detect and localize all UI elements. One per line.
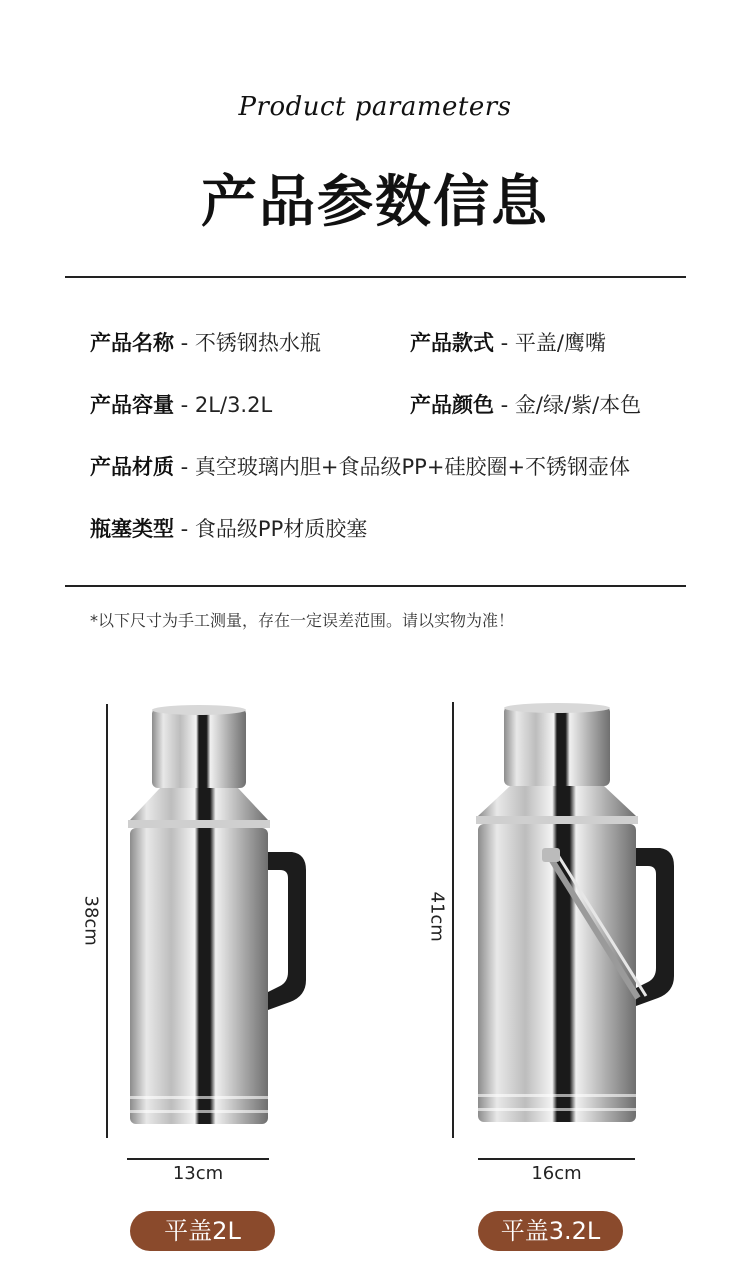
variant-badge-2l: 平盖2L (130, 1211, 275, 1251)
top-divider (65, 276, 686, 278)
param-capacity (90, 390, 272, 420)
height-dimension-line (106, 704, 108, 1138)
param-name (90, 328, 321, 358)
param-capacity-value: - 2L/3.2L (174, 393, 273, 417)
page-title: 产品参数信息 (201, 170, 549, 235)
bottom-divider (65, 585, 686, 587)
param-material-key: 产品材质 (90, 455, 174, 479)
param-stopper-value: - 食品级PP材质胶塞 (174, 517, 368, 541)
flask-flat-lid-icon (120, 700, 320, 1145)
param-material-value: - 真空玻璃内胆+食品级PP+硅胶圈+不锈钢壶体 (174, 455, 631, 479)
script-title: Product parameters (238, 92, 512, 122)
height-dimension-line-2 (452, 702, 454, 1138)
param-color (410, 390, 641, 420)
flask-eagle-beak-icon (470, 698, 685, 1143)
param-style (410, 328, 606, 358)
param-stopper (90, 514, 367, 544)
variant-badge-3-2l: 平盖3.2L (478, 1211, 623, 1251)
height-label-2: 41cm (426, 891, 448, 942)
height-label: 38cm (80, 895, 102, 946)
param-style-key: 产品款式 (410, 331, 494, 355)
param-capacity-key: 产品容量 (90, 393, 174, 417)
param-material (90, 452, 630, 482)
param-color-value: - 金/绿/紫/本色 (494, 393, 642, 417)
param-color-key: 产品颜色 (410, 393, 494, 417)
width-label-2: 16cm (531, 1163, 582, 1184)
param-stopper-key: 瓶塞类型 (90, 517, 174, 541)
width-dimension-line (127, 1158, 269, 1160)
param-style-value: - 平盖/鹰嘴 (494, 331, 607, 355)
param-name-value: - 不锈钢热水瓶 (174, 331, 321, 355)
measurement-note: *以下尺寸为手工测量，存在一定误差范围。请以实物为准！ (90, 611, 515, 630)
width-label: 13cm (172, 1163, 224, 1184)
width-dimension-line-2 (478, 1158, 635, 1160)
param-name-key: 产品名称 (90, 331, 174, 355)
